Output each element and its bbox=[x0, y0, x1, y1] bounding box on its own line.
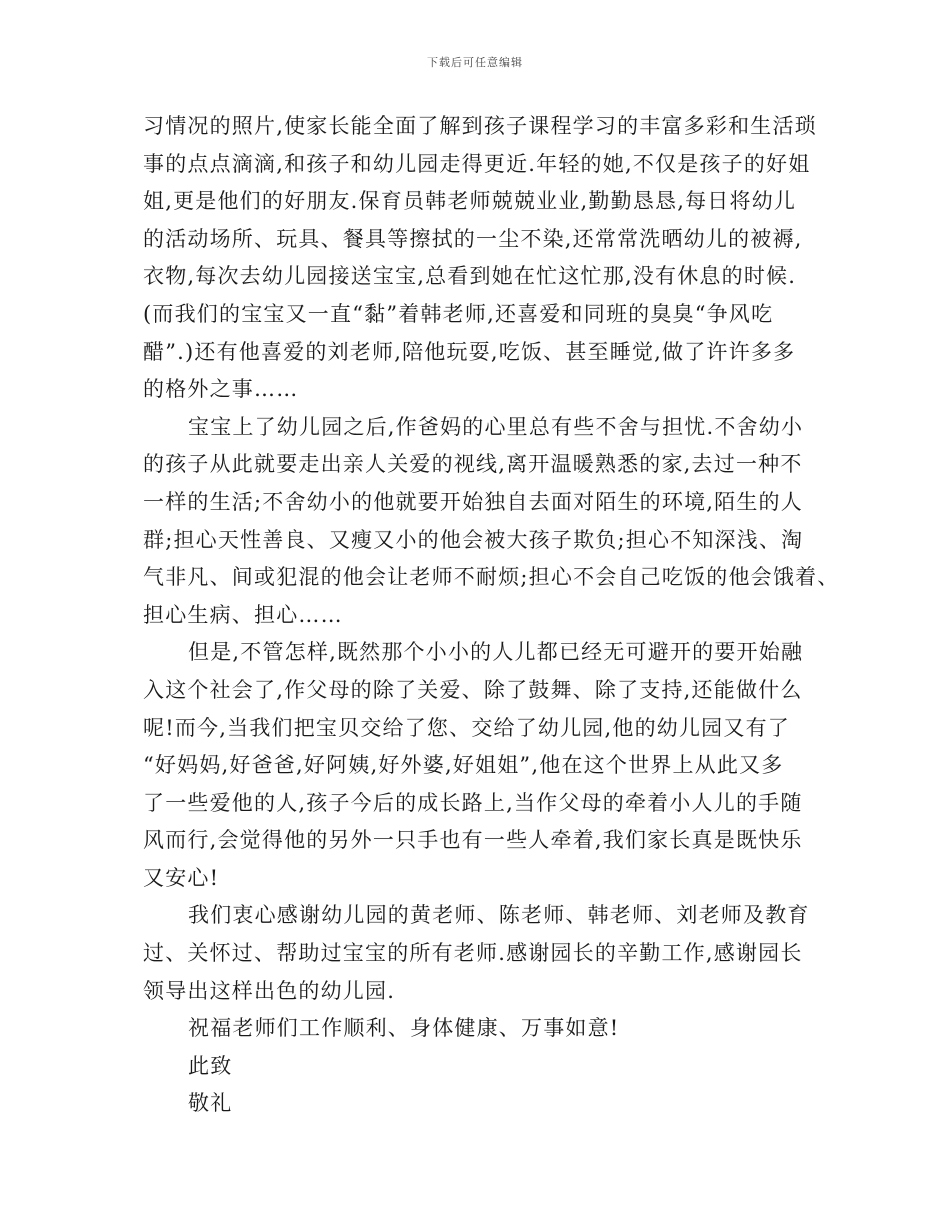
text-line: 入这个社会了,作父母的除了关爱、除了鼓舞、除了支持,还能做什么 bbox=[143, 677, 803, 702]
text-line: 事的点点滴滴,和孩子和幼儿园走得更近.年轻的她,不仅是孩子的好姐 bbox=[143, 151, 811, 176]
text-line: 一样的生活;不舍幼小的他就要开始独自去面对陌生的环境,陌生的人 bbox=[143, 489, 803, 514]
text-line: 醋”.)还有他喜爱的刘老师,陪他玩耍,吃饭、甚至睡觉,做了许许多多 bbox=[143, 339, 796, 364]
text-line: 又安心! bbox=[143, 865, 220, 890]
text-line: 风而行,会觉得他的另外一只手也有一些人牵着,我们家长真是既快乐 bbox=[143, 828, 803, 853]
text-line: “好妈妈,好爸爸,好阿姨,好外婆,好姐姐”,他在这个世界上从此又多 bbox=[143, 753, 784, 778]
paragraph-start-line: 宝宝上了幼儿园之后,作爸妈的心里总有些不舍与担忧.不舍幼小 bbox=[188, 414, 804, 439]
text-line: 过、关怀过、帮助过宝宝的所有老师.感谢园长的辛勤工作,感谢园长 bbox=[143, 941, 803, 966]
text-line: (而我们的宝宝又一直“黏”着韩老师,还喜爱和同班的臭臭“争风吃 bbox=[143, 301, 774, 326]
page-header: 下载后可任意编辑 bbox=[427, 56, 523, 69]
text-line: 的格外之事…… bbox=[143, 377, 299, 402]
closing-wish: 祝福老师们工作顺利、身体健康、万事如意! bbox=[188, 1016, 620, 1041]
text-line: 气非凡、间或犯混的他会让老师不耐烦;担心不会自己吃饭的他会饿着、 bbox=[143, 565, 840, 590]
text-line: 领导出这样出色的幼儿园. bbox=[143, 978, 396, 1003]
paragraph-start-line: 我们衷心感谢幼儿园的黄老师、陈老师、韩老师、刘老师及教育 bbox=[188, 903, 810, 928]
text-line: 的活动场所、玩具、餐具等擦拭的一尘不染,还常常洗晒幼儿的被褥, bbox=[143, 226, 803, 251]
text-line: 群;担心天性善良、又瘦又小的他会被大孩子欺负;担心不知深浅、淘 bbox=[143, 527, 804, 552]
text-line: 衣物,每次去幼儿园接送宝宝,总看到她在忙这忙那,没有休息的时候. bbox=[143, 264, 797, 289]
text-line: 呢!而今,当我们把宝贝交给了您、交给了幼儿园,他的幼儿园又有了 bbox=[143, 715, 790, 740]
closing-regards: 敬礼 bbox=[188, 1091, 233, 1116]
text-line: 的孩子从此就要走出亲人关爱的视线,离开温暖熟悉的家,去过一种不 bbox=[143, 452, 803, 477]
paragraph-start-line: 但是,不管怎样,既然那个小小的人儿都已经无可避开的要开始融 bbox=[188, 640, 804, 665]
text-line: 担心生病、担心…… bbox=[143, 602, 343, 627]
letter-body bbox=[143, 108, 840, 1123]
closing-salutation: 此致 bbox=[188, 1053, 233, 1078]
text-line: 姐,更是他们的好朋友.保育员韩老师兢兢业业,勤勤恳恳,每日将幼儿 bbox=[143, 189, 797, 214]
text-line: 了一些爱他的人,孩子今后的成长路上,当作父母的牵着小人儿的手随 bbox=[143, 790, 803, 815]
text-line: 习情况的照片,使家长能全面了解到孩子课程学习的丰富多彩和生活琐 bbox=[143, 114, 817, 138]
